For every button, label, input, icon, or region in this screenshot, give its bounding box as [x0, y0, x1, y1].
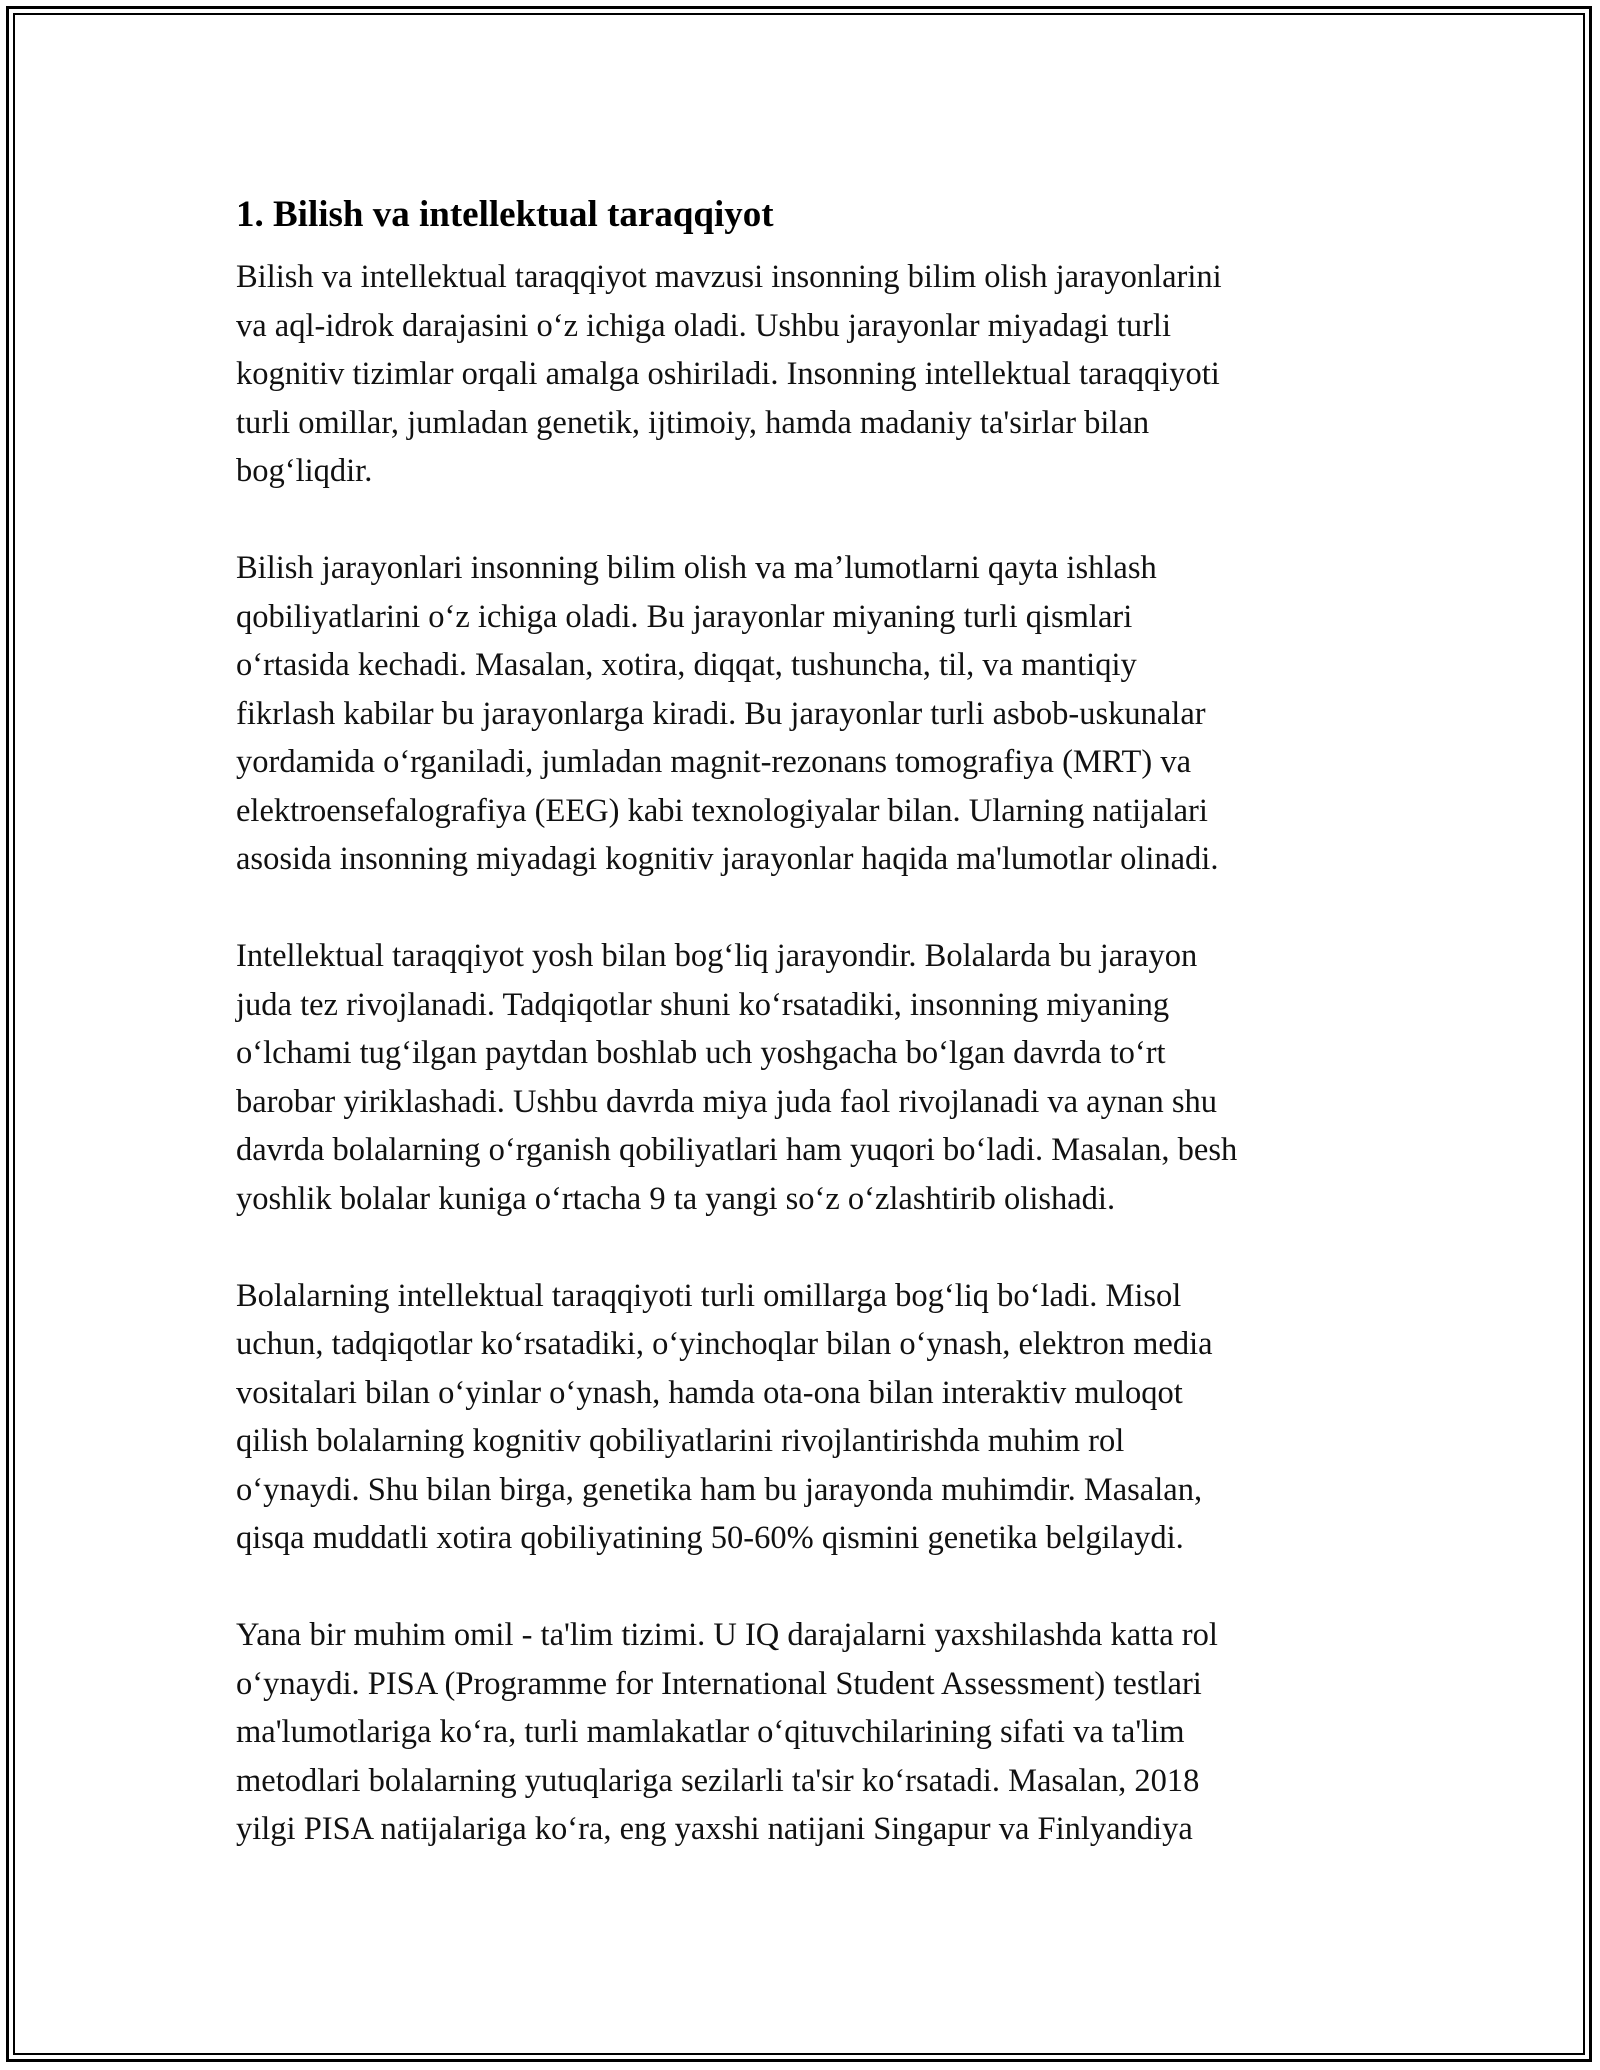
text-line: turli omillar, jumladan genetik, ijtimoiy, hamda madaniy ta'sirlar bilan — [236, 404, 1150, 441]
paragraph-4 — [236, 1272, 1376, 1563]
paragraph-2 — [236, 544, 1376, 884]
text-line: uchun, tadqiqotlar koʻrsatadiki, oʻyinchoqlar bilan oʻynash, elektron media — [236, 1326, 1213, 1362]
text-line: oʻlchami tugʻilgan paytdan boshlab uch yoshgacha boʻlgan davrda toʻrt — [236, 1035, 1166, 1071]
text-line: ma'lumotlariga koʻra, turli mamlakatlar oʻqituvchilarining sifati va ta'lim — [236, 1714, 1185, 1750]
text-line: Bilish va intellektual taraqqiyot mavzusi insonning bilim olish jarayonlarini — [236, 259, 1222, 295]
text-line: oʻynaydi. PISA (Programme for International Student Assessment) testlari — [236, 1665, 1202, 1702]
text-line: Yana bir muhim omil - ta'lim tizimi. U IQ darajalarni yaxshilashda katta rol — [236, 1617, 1218, 1653]
text-line: oʻrtasida kechadi. Masalan, xotira, diqqat, tushuncha, til, va mantiqiy — [236, 647, 1137, 683]
text-line: qilish bolalarning kognitiv qobiliyatlarini rivojlantirishda muhim rol — [236, 1423, 1125, 1459]
text-line: juda tez rivojlanadi. Tadqiqotlar shuni koʻrsatadiki, insonning miyaning — [236, 986, 1170, 1023]
paragraph-5 — [236, 1611, 1376, 1854]
text-line: qobiliyatlarini oʻz ichiga oladi. Bu jarayonlar miyaning turli qismlari — [236, 598, 1133, 635]
section-heading: 1. Bilish va intellektual taraqqiyot — [236, 194, 774, 235]
text-line: yoshlik bolalar kuniga oʻrtacha 9 ta yangi soʻz oʻzlashtirib olishadi. — [236, 1180, 1116, 1217]
text-line: elektroensefalografiya (EEG) kabi texnologiyalar bilan. Ularning natijalari — [236, 792, 1208, 829]
text-line: vositalari bilan oʻyinlar oʻynash, hamda ota-ona bilan interaktiv muloqot — [236, 1374, 1183, 1411]
text-line: barobar yiriklashadi. Ushbu davrda miya juda faol rivojlanadi va aynan shu — [236, 1083, 1218, 1120]
text-line: qisqa muddatli xotira qobiliyatining 50-60% qismini genetika belgilaydi. — [236, 1520, 1184, 1556]
text-line: asosida insonning miyadagi kognitiv jarayonlar haqida ma'lumotlar olinadi. — [236, 841, 1219, 877]
paragraph-3 — [236, 932, 1376, 1223]
text-line: davrda bolalarning oʻrganish qobiliyatlari ham yuqori boʻladi. Masalan, besh — [236, 1132, 1238, 1168]
text-line: kognitiv tizimlar orqali amalga oshiriladi. Insonning intellektual taraqqiyoti — [236, 356, 1220, 392]
text-line: yilgi PISA natijalariga koʻra, eng yaxshi natijani Singapur va Finlyandiya — [236, 1811, 1193, 1847]
paragraph-1 — [236, 253, 1376, 496]
text-line: Bilish jarayonlari insonning bilim olish va maʼlumotlarni qayta ishlash — [236, 550, 1157, 586]
text-line: oʻynaydi. Shu bilan birga, genetika ham bu jarayonda muhimdir. Masalan, — [236, 1471, 1203, 1508]
text-line: metodlari bolalarning yutuqlariga sezilarli ta'sir koʻrsatadi. Masalan, 2018 — [236, 1762, 1200, 1799]
text-line: yordamida oʻrganiladi, jumladan magnit-rezonans tomografiya (MRT) va — [236, 744, 1192, 780]
text-line: Bolalarning intellektual taraqqiyoti turli omillarga bogʻliq boʻladi. Misol — [236, 1277, 1182, 1314]
text-line: fikrlash kabilar bu jarayonlarga kiradi. Bu jarayonlar turli asbob-uskunalar — [236, 695, 1206, 732]
text-line: va aql-idrok darajasini oʻz ichiga oladi. Ushbu jarayonlar miyadagi turli — [236, 307, 1171, 344]
document-body — [236, 185, 1376, 1854]
text-line: Intellektual taraqqiyot yosh bilan bogʻliq jarayondir. Bolalarda bu jarayon — [236, 938, 1198, 974]
text-line: bogʻliqdir. — [236, 453, 373, 489]
